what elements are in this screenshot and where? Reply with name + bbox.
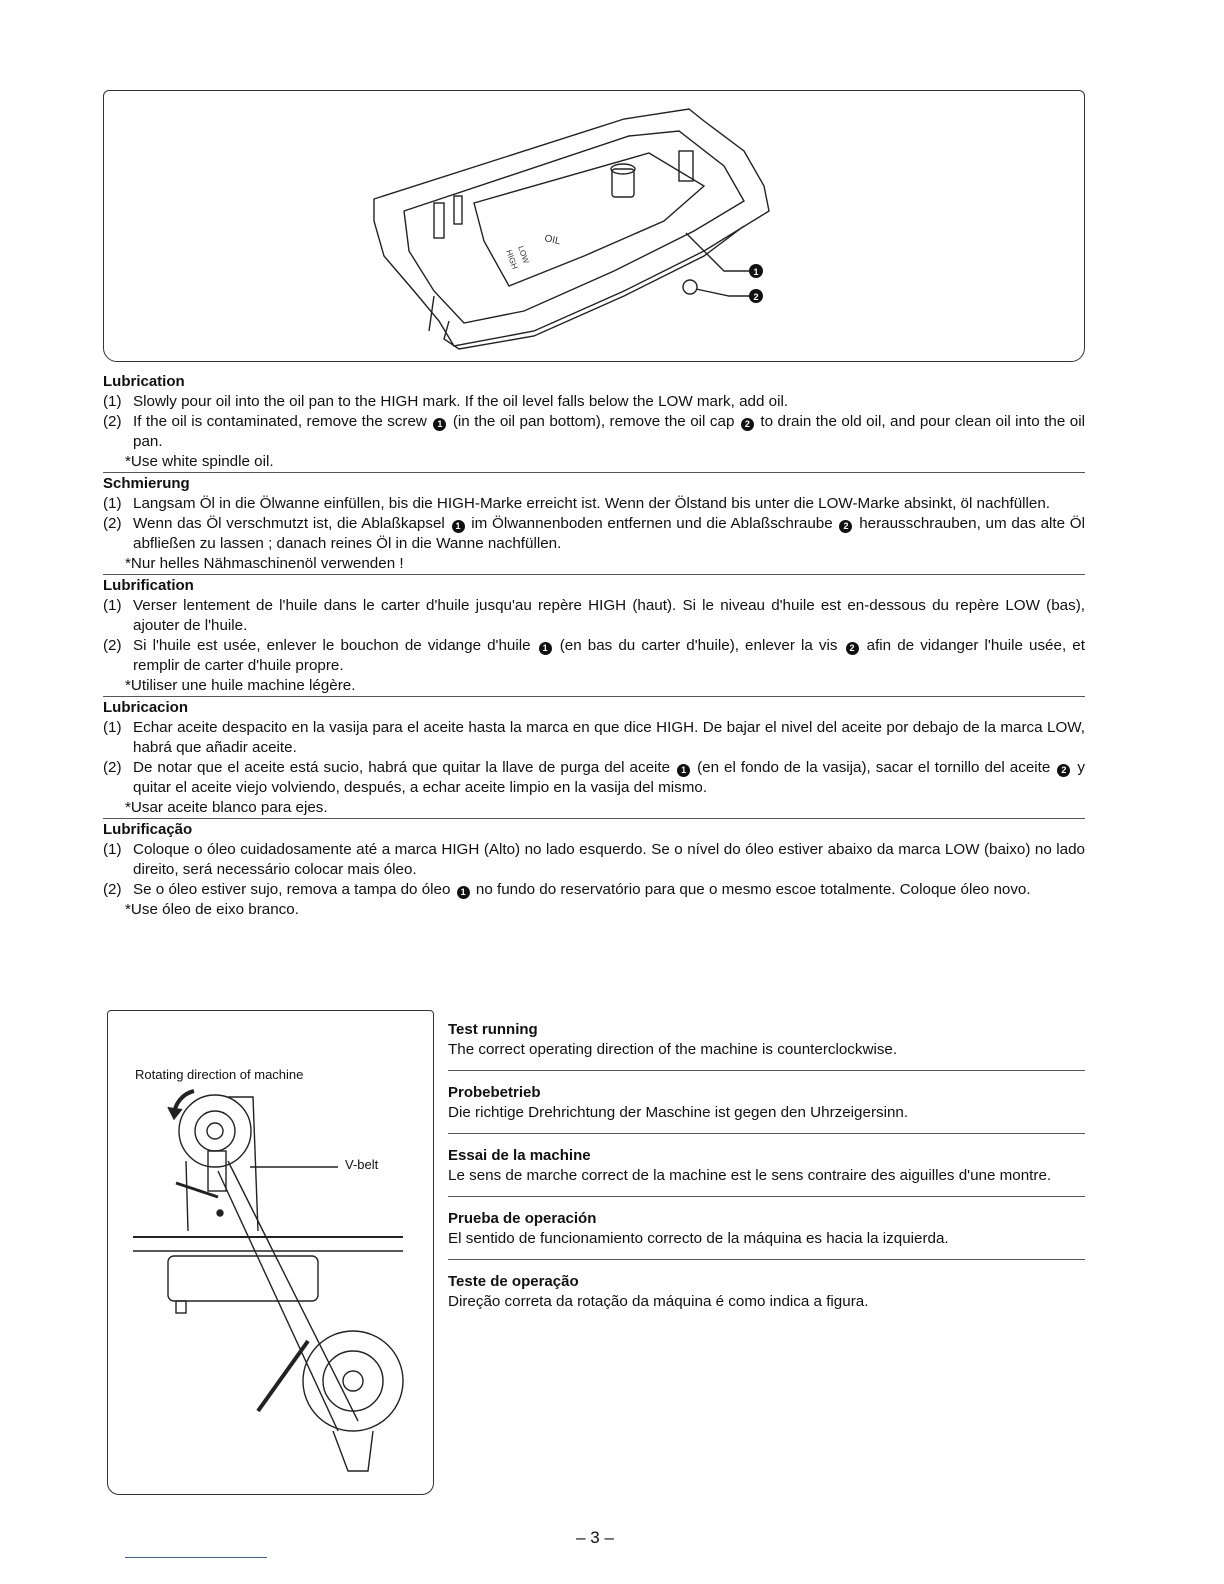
item-text: im Ölwannenboden entfernen und die Ablaßschraube <box>471 515 833 532</box>
motor-foot-left <box>176 1301 186 1313</box>
list-item <box>103 880 1085 900</box>
item-text: De notar que el aceite está sucio, habrá que quitar la llave de purga del aceite <box>133 759 671 776</box>
section-prueba-es <box>448 1207 1085 1260</box>
list-item <box>103 514 1085 554</box>
section-title: Lubrication <box>103 373 185 390</box>
section-title: Essai de la machine <box>448 1147 591 1164</box>
item-text: (in the oil pan bottom), remove the oil cap <box>452 413 735 430</box>
page-number: – 3 – <box>576 1528 614 1547</box>
motor-pulley-hub <box>343 1371 363 1391</box>
leader-line-1 <box>686 233 750 271</box>
item-number: (2) <box>103 637 122 654</box>
list-item <box>103 758 1085 798</box>
oil-pan-figure <box>103 90 1085 362</box>
item-number: (2) <box>103 515 122 532</box>
footer-rule <box>125 1557 267 1558</box>
handwheel-inner <box>195 1111 235 1151</box>
marker-1-icon: 1 <box>539 642 552 655</box>
motor-housing <box>168 1256 318 1301</box>
section-title: Probebetrieb <box>448 1084 541 1101</box>
list-item <box>103 636 1085 676</box>
item-text: y quitar el aceite viejo volviendo, después, a echar aceite limpio en la vasija del mismo. <box>133 759 1085 796</box>
item-text: Wenn das Öl verschmutzt ist, die Ablaßkapsel <box>133 515 445 532</box>
item-text: to drain the old oil, and pour clean oil into the oil pan. <box>133 413 1085 450</box>
list-item <box>103 718 1085 758</box>
list-item <box>103 412 1085 452</box>
section-text: El sentido de funcionamiento correcto de la máquina es hacia la izquierda. <box>448 1230 949 1247</box>
vbelt-line-front <box>228 1161 358 1421</box>
item-text: If the oil is contaminated, remove the screw <box>133 413 427 430</box>
section-lubricacion-es <box>103 698 1085 819</box>
item-text: Si l'huile est usée, enlever le bouchon de vidange d'huile <box>133 637 531 654</box>
list-item <box>103 596 1085 636</box>
pan-outer-rim <box>374 109 769 346</box>
section-note: *Use white spindle oil. <box>125 453 274 470</box>
item-text: herausschrauben, um das alte Öl abfließen zu lassen ; danach reines Öl in die Wanne nachfüllen. <box>133 515 1085 552</box>
machine-pulley-illustration <box>108 1011 435 1496</box>
section-title: Test running <box>448 1021 538 1038</box>
item-number: (1) <box>103 841 122 858</box>
section-text: Le sens de marche correct de la machine est le sens contraire des aiguilles d'une montre. <box>448 1167 1052 1184</box>
list-item <box>103 392 1085 412</box>
item-text: (en bas du carter d'huile), enlever la vis <box>559 637 838 654</box>
item-number: (1) <box>103 495 122 512</box>
high-label: HIGH <box>504 248 520 271</box>
motor-pulley-outer <box>303 1331 403 1431</box>
section-title: Teste de operação <box>448 1273 579 1290</box>
list-item <box>103 840 1085 880</box>
item-number: (1) <box>103 719 122 736</box>
section-lubrificacao-pt <box>103 820 1085 920</box>
pan-post-middle <box>454 196 462 224</box>
motor-pulley-middle <box>323 1351 383 1411</box>
leader-line-2 <box>696 289 750 296</box>
machine-side <box>186 1161 188 1231</box>
figure-caption: Rotating direction of machine <box>135 1067 304 1082</box>
marker-2-icon: 2 <box>846 642 859 655</box>
marker-1-icon: 1 <box>457 886 470 899</box>
marker-1-label: 1 <box>753 267 759 277</box>
item-number: (2) <box>103 759 122 776</box>
item-text: Verser lentement de l'huile dans le carter d'huile jusqu'au repère HIGH (haut). Si le niveau d'huile est en-dessous du repère LOW (bas), ajouter de l'huile. <box>133 597 1085 634</box>
item-number: (2) <box>103 413 122 430</box>
oil-label: OIL <box>543 233 562 248</box>
section-text: Direção correta da rotação da máquina é como indica a figura. <box>448 1293 869 1310</box>
low-label: LOW <box>516 244 531 265</box>
marker-1-icon: 1 <box>452 520 465 533</box>
list-item <box>103 494 1085 514</box>
section-title: Prueba de operación <box>448 1210 597 1227</box>
oil-pan-illustration <box>104 91 1086 363</box>
item-text: no fundo do reservatório para que o mesmo escoe totalmente. Coloque óleo novo. <box>475 881 1031 898</box>
section-test-running-en <box>448 1018 1085 1071</box>
item-number: (2) <box>103 881 122 898</box>
lubrication-instructions <box>103 372 1085 921</box>
item-text: Se o óleo estiver sujo, remova a tampa do óleo <box>133 881 451 898</box>
section-title: Schmierung <box>103 475 190 492</box>
marker-2-icon: 2 <box>741 418 754 431</box>
handwheel-hub <box>207 1123 223 1139</box>
test-running-instructions <box>448 1018 1085 1332</box>
marker-1-icon: 1 <box>677 764 690 777</box>
item-text: Slowly pour oil into the oil pan to the HIGH mark. If the oil level falls below the LOW mark, add oil. <box>133 393 789 410</box>
item-number: (1) <box>103 597 122 614</box>
section-probebetrieb-de <box>448 1081 1085 1134</box>
marker-2-icon: 2 <box>839 520 852 533</box>
item-number: (1) <box>103 393 122 410</box>
section-teste-pt <box>448 1270 1085 1322</box>
section-note: *Nur helles Nähmaschinenöl verwenden ! <box>125 555 404 572</box>
section-text: Die richtige Drehrichtung der Maschine ist gegen den Uhrzeigersinn. <box>448 1104 909 1121</box>
drain-screw <box>683 280 697 294</box>
handwheel-outer <box>179 1095 251 1167</box>
section-note: *Use óleo de eixo branco. <box>125 901 299 918</box>
pan-floor <box>474 153 704 286</box>
section-title: Lubricacion <box>103 699 189 716</box>
lever <box>176 1183 218 1197</box>
pan-post-right <box>679 151 693 181</box>
section-title: Lubrification <box>103 577 194 594</box>
section-lubrication-en <box>103 372 1085 473</box>
rotation-arrowhead-icon <box>168 1107 182 1119</box>
item-text: Coloque o óleo cuidadosamente até a marca HIGH (Alto) no lado esquerdo. Se o nível do óleo estiver abaixo da marca LOW (baixo) no lado direito, será necessário colocar mais óleo. <box>133 841 1085 878</box>
marker-2-label: 2 <box>753 292 759 302</box>
belt-guard <box>208 1151 226 1191</box>
section-text: The correct operating direction of the machine is counterclockwise. <box>448 1041 898 1058</box>
marker-2-icon: 2 <box>1057 764 1070 777</box>
section-lubrification-fr <box>103 576 1085 697</box>
item-text: (en el fondo de la vasija), sacar el tornillo del aceite <box>697 759 1051 776</box>
pan-post-left <box>434 203 444 238</box>
pan-base-line <box>444 226 744 349</box>
section-schmierung-de <box>103 474 1085 575</box>
knob <box>217 1210 223 1216</box>
adjustment-bolt <box>258 1341 308 1411</box>
section-title: Lubrificação <box>103 821 193 838</box>
section-note: *Utiliser une huile machine légère. <box>125 677 356 694</box>
marker-1-icon: 1 <box>433 418 446 431</box>
rotation-direction-figure <box>107 1010 434 1495</box>
vbelt-label: V-belt <box>345 1157 379 1172</box>
item-text: Echar aceite despacito en la vasija para el aceite hasta la marca en que dice HIGH. De bajar el nivel del aceite por debajo de la marca LOW, habrá que añadir aceite. <box>133 719 1085 756</box>
item-text: afin de vidanger l'huile usée, et remplir de carter d'huile propre. <box>133 637 1085 674</box>
motor-bracket <box>333 1431 373 1471</box>
section-note: *Usar aceite blanco para ejes. <box>125 799 328 816</box>
section-essai-fr <box>448 1144 1085 1197</box>
item-text: Langsam Öl in die Ölwanne einfüllen, bis die HIGH-Marke erreicht ist. Wenn der Ölstand bis unter die LOW-Marke absinkt, öl nachfüllen. <box>133 495 1051 512</box>
